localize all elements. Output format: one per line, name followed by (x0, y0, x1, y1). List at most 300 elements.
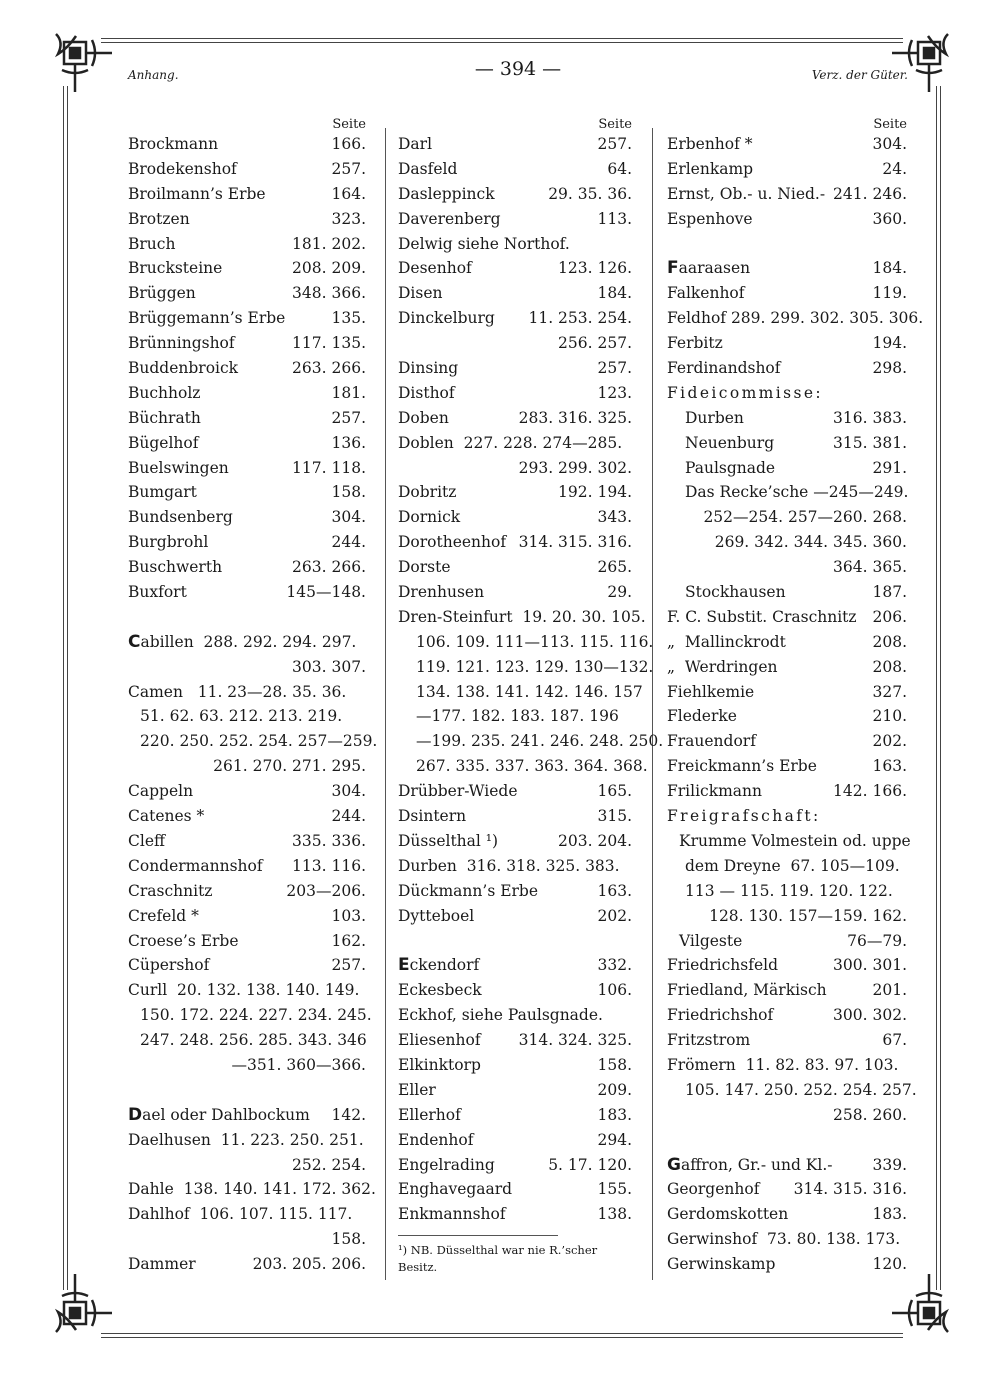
entry-name (398, 605, 646, 630)
entry-name (128, 904, 199, 929)
index-entry (128, 182, 372, 207)
entry-text: Brünningshof (128, 334, 235, 353)
entry-text: —177. 182. 183. 187. 196 (416, 707, 619, 726)
index-entry (398, 480, 638, 505)
index-entry (667, 182, 913, 207)
index-entry (398, 331, 638, 356)
page-refs: 117. 118. (292, 458, 366, 477)
entry-name (140, 1028, 367, 1053)
entry-name (667, 256, 750, 281)
entry-name (128, 381, 200, 406)
footnote-line: ¹) NB. Düsselthal war nie R.’scher (398, 1243, 598, 1258)
page-refs: 257. (331, 956, 366, 975)
entry-text: Camen 11. 23—28. 35. 36. (128, 682, 347, 701)
page-refs: 241. 246. (833, 184, 907, 203)
index-entry (398, 953, 638, 978)
page-refs: 203. 204. (558, 831, 632, 850)
entry-name (667, 1053, 898, 1078)
entry-text: Stockhausen (685, 583, 786, 602)
entry-text: „ Mallinckrodt (667, 632, 786, 651)
entry-text: 150. 172. 224. 227. 234. 245. (140, 1006, 372, 1025)
entry-text: Freickmann’s Erbe (667, 757, 817, 776)
entry-text: Desenhof (398, 259, 472, 278)
entry-text: affron, Gr.- und Kl.- (680, 1155, 833, 1174)
page-refs: 210. (872, 707, 907, 726)
entry-name (667, 157, 753, 182)
index-entry (667, 829, 913, 854)
entry-name (128, 480, 197, 505)
entry-text: Dammer (128, 1255, 196, 1274)
entry-name (667, 804, 821, 829)
page-refs: 263. 266. (292, 359, 366, 378)
index-entry (128, 1227, 372, 1252)
entry-name (128, 1202, 352, 1227)
index-entry (398, 978, 638, 1003)
index-entry (667, 1177, 913, 1202)
index-entry (128, 431, 372, 456)
page-refs: 252—254. 257—260. 268. (703, 508, 907, 527)
entry-text: Gerwinshof 73. 80. 138. 173. (667, 1230, 901, 1249)
entry-text: Disthof (398, 383, 455, 402)
entry-name (416, 680, 643, 705)
index-entry (128, 555, 372, 580)
entry-text: Brodekenshof (128, 159, 237, 178)
entry-name (667, 207, 753, 232)
index-entry (667, 904, 913, 929)
entry-name (685, 480, 908, 505)
entry-name (398, 480, 456, 505)
entry-name (398, 1103, 461, 1128)
page-refs: 117. 135. (292, 334, 366, 353)
entry-name (685, 1078, 917, 1103)
entry-name (398, 232, 570, 257)
section-initial: C (128, 631, 141, 652)
page-refs: 202. (597, 906, 632, 925)
index-entry (667, 729, 913, 754)
index-entry (128, 132, 372, 157)
entry-name (667, 779, 762, 804)
entry-text: F. C. Substit. Craschnitz (667, 607, 857, 626)
page-refs: 291. (872, 458, 907, 477)
index-entry (128, 904, 372, 929)
page-refs: 257. (597, 359, 632, 378)
index-entry (128, 306, 372, 331)
entry-name (667, 953, 778, 978)
page-refs: 181. 202. (292, 234, 366, 253)
index-entry (398, 505, 638, 530)
entry-text: Gerwinskamp (667, 1255, 776, 1274)
page-refs: 103. (331, 906, 366, 925)
entry-name (398, 530, 506, 555)
index-entry (398, 580, 638, 605)
spacer (667, 1128, 913, 1153)
page-refs: 257. (597, 135, 632, 153)
entry-text: Dren-Steinfurt 19. 20. 30. 105. (398, 607, 646, 626)
seite-label: Seite (873, 117, 907, 132)
entry-name (667, 1252, 775, 1277)
entry-text: 106. 109. 111—113. 115. 116. (416, 632, 654, 651)
index-entry (128, 331, 372, 356)
index-entry (128, 754, 372, 779)
index-entry (128, 1103, 372, 1128)
entry-name (398, 132, 432, 157)
entry-name (128, 157, 237, 182)
page-refs: 208. 209. (292, 259, 366, 278)
entry-text: ael oder Dahlbockum (142, 1105, 310, 1124)
index-entry (398, 232, 638, 257)
entry-name (128, 854, 263, 879)
index-entry (128, 929, 372, 954)
entry-name (140, 1003, 372, 1028)
footnote (398, 1235, 598, 1276)
index-entry (398, 729, 664, 754)
entry-text: Brockmann (128, 135, 219, 153)
index-entry (398, 1153, 638, 1178)
page-refs: 184. (597, 284, 632, 303)
entry-name (667, 182, 825, 207)
index-entry (128, 1128, 372, 1153)
index-entry (667, 879, 913, 904)
entry-text: Delwig siehe Northof. (398, 234, 570, 253)
page-refs: 209. (597, 1080, 632, 1099)
index-entry (667, 505, 913, 530)
index-entry (398, 680, 643, 705)
entry-name (398, 879, 538, 904)
index-entry (128, 779, 372, 804)
index-entry (398, 456, 638, 481)
entry-text: aaraasen (678, 259, 751, 278)
page-refs: 364. 365. (833, 558, 907, 577)
index-entry (667, 854, 913, 879)
entry-name (128, 356, 238, 381)
seite-label: Seite (598, 117, 632, 132)
entry-text: Friedland, Märkisch (667, 981, 827, 1000)
entry-name (128, 331, 235, 356)
page-refs: 332. (597, 956, 632, 975)
index-entry (398, 1078, 638, 1103)
index-entry (398, 356, 638, 381)
entry-name (398, 256, 472, 281)
entry-text: Falkenhof (667, 284, 745, 303)
entry-name (128, 555, 222, 580)
index-entry (667, 754, 913, 779)
entry-name (398, 207, 501, 232)
index-entry (667, 929, 913, 954)
entry-name (398, 1153, 495, 1178)
index-entry (667, 431, 913, 456)
entry-name (667, 281, 745, 306)
entry-name (667, 630, 786, 655)
index-entry (667, 605, 913, 630)
page-refs: 258. 260. (833, 1105, 907, 1124)
entry-name (398, 157, 457, 182)
entry-text: Eller (398, 1080, 436, 1099)
column-divider (385, 128, 386, 1280)
index-entry (398, 605, 646, 630)
entry-text: Curll 20. 132. 138. 140. 149. (128, 981, 360, 1000)
entry-text: Dsintern (398, 807, 467, 826)
entry-name (667, 1177, 759, 1202)
entry-name (128, 207, 190, 232)
entry-text: Dornick (398, 508, 461, 527)
entry-text: Brotzen (128, 209, 190, 228)
entry-text: 119. 121. 123. 129. 130—132. (416, 657, 654, 676)
index-entry (398, 804, 638, 829)
entry-text: Bumgart (128, 483, 197, 502)
page-refs: 155. (597, 1180, 632, 1199)
page-refs: 113. (597, 209, 632, 228)
entry-name (398, 1078, 436, 1103)
entry-text: Doblen 227. 228. 274—285. (398, 433, 623, 452)
index-entry (667, 281, 913, 306)
page-refs: 184. (872, 259, 907, 278)
spacer (128, 1078, 372, 1103)
index-entry (667, 306, 924, 331)
entry-text: Ferdinandshof (667, 359, 781, 378)
page-refs: 206. (872, 607, 907, 626)
entry-name (398, 1128, 473, 1153)
entry-text: Daverenberg (398, 209, 501, 228)
page-refs: 208. (872, 632, 907, 651)
page-refs: 106. (597, 981, 632, 1000)
page-refs: 348. 366. (292, 284, 366, 303)
index-entry (667, 1153, 913, 1178)
entry-name (667, 1227, 900, 1252)
entry-text: Doben (398, 408, 449, 427)
entry-text: Krumme Volmestein od. uppe (679, 831, 911, 850)
index-entry (667, 1003, 913, 1028)
index-entry (128, 207, 372, 232)
page-refs: 327. (872, 682, 907, 701)
entry-text: Durben (685, 408, 744, 427)
header-index-label: Verz. der Güter. (811, 68, 908, 82)
entry-text: Frauendorf (667, 732, 756, 751)
index-entry (128, 356, 372, 381)
entry-name (667, 605, 857, 630)
entry-name (667, 356, 781, 381)
entry-name (667, 1153, 833, 1178)
footnote-line: Besitz. (398, 1260, 438, 1275)
entry-name (128, 530, 208, 555)
entry-name (667, 754, 817, 779)
entry-text: Paulsgnade (685, 458, 776, 477)
page-refs: 163. (872, 757, 907, 776)
page-header (128, 58, 908, 90)
page-refs: 142. (331, 1105, 366, 1124)
entry-name (128, 580, 187, 605)
page-refs: 113. 116. (292, 856, 366, 875)
column-divider (652, 128, 653, 1280)
page-refs: 315. 381. (833, 433, 907, 452)
entry-text: Ernst, Ob.- u. Nied.- (667, 184, 826, 203)
entry-name (128, 779, 193, 804)
index-entry (128, 281, 372, 306)
entry-name (128, 456, 229, 481)
entry-text: Cleff (128, 831, 166, 850)
entry-text: Dinsing (398, 359, 459, 378)
page-refs: 165. (597, 782, 632, 801)
entry-name (128, 630, 356, 655)
section-initial: G (667, 1154, 681, 1175)
page-refs: 136. (331, 433, 366, 452)
ornament-bottom-right-icon (890, 1268, 952, 1336)
index-entry (398, 182, 638, 207)
entry-text: Bundsenberg (128, 508, 233, 527)
entry-text: Fideicommisse: (667, 383, 824, 402)
entry-name (128, 406, 201, 431)
index-entry (128, 1153, 372, 1178)
page-refs: 158. (331, 483, 366, 502)
entry-name (679, 929, 742, 954)
seite-label: Seite (332, 117, 366, 132)
index-entry (128, 804, 372, 829)
entry-text: Darl (398, 135, 433, 153)
index-entry (667, 655, 913, 680)
index-entry (128, 829, 372, 854)
entry-name (398, 1003, 603, 1028)
page-refs: 145—148. (286, 583, 366, 602)
index-entry (128, 1003, 372, 1028)
page-refs: 304. (331, 508, 366, 527)
entry-name (128, 431, 198, 456)
page-refs: 265. (597, 558, 632, 577)
entry-text: Gerdomskotten (667, 1205, 789, 1224)
page-refs: 192. 194. (558, 483, 632, 502)
entry-text: 267. 335. 337. 363. 364. 368. (416, 757, 648, 776)
page-refs: 142. 166. (833, 782, 907, 801)
entry-text: Ellerhof (398, 1105, 461, 1124)
index-entry (667, 456, 913, 481)
index-entry (398, 829, 638, 854)
page-refs: 256. 257. (558, 334, 632, 353)
entry-text: Endenhof (398, 1130, 474, 1149)
page-refs: 187. (872, 583, 907, 602)
index-entry (398, 1128, 638, 1153)
entry-text: Daelhusen 11. 223. 250. 251. (128, 1130, 364, 1149)
entry-name (128, 953, 209, 978)
entry-text: Dinckelburg (398, 309, 495, 328)
index-entry (398, 406, 638, 431)
index-entry (128, 953, 372, 978)
index-entry (128, 854, 372, 879)
entry-name (398, 978, 482, 1003)
page-refs: 128. 130. 157—159. 162. (709, 906, 907, 925)
page-refs: 360. (872, 209, 907, 228)
entry-text: Vilgeste (679, 931, 743, 950)
entry-name (140, 729, 377, 754)
entry-name (667, 306, 923, 331)
page-refs: 304. (872, 135, 907, 153)
index-entry (398, 281, 638, 306)
entry-text: Drübber-Wiede (398, 782, 518, 801)
index-entry (398, 704, 638, 729)
page-refs: 335. 336. (292, 831, 366, 850)
section-initial: F (667, 258, 679, 279)
entry-text: Condermannshof (128, 856, 263, 875)
page-refs: 158. (331, 1230, 366, 1249)
entry-name (398, 182, 495, 207)
entry-name (128, 256, 222, 281)
page-refs: 183. (597, 1105, 632, 1124)
page-refs: 123. 126. (558, 259, 632, 278)
page-refs: 316. 383. (833, 408, 907, 427)
page-refs: 76—79. (847, 931, 907, 950)
index-entry (398, 306, 638, 331)
index-entry (667, 406, 913, 431)
ornament-top-left-icon (52, 30, 114, 98)
page-refs: 183. (872, 1205, 907, 1224)
entry-text: Buddenbroick (128, 359, 239, 378)
entry-name (398, 1028, 481, 1053)
entry-name (667, 331, 723, 356)
index-entry (398, 879, 638, 904)
entry-name (128, 1252, 196, 1277)
page-refs: 24. (882, 159, 907, 178)
entry-text: Buelswingen (128, 458, 229, 477)
entry-text: Dahle 138. 140. 141. 172. 362. (128, 1180, 376, 1199)
entry-name (128, 182, 266, 207)
entry-text: Eckesbeck (398, 981, 482, 1000)
index-entry (398, 381, 638, 406)
ornament-bottom-left-icon (52, 1268, 114, 1336)
index-entry (667, 256, 913, 281)
index-entry (128, 978, 372, 1003)
entry-name (128, 829, 165, 854)
index-entry (398, 530, 638, 555)
page-refs: 283. 316. 325. (518, 408, 632, 427)
index-entry (128, 680, 372, 705)
index-entry (398, 754, 648, 779)
entry-name (398, 829, 498, 854)
index-entry (667, 704, 913, 729)
page-refs: 294. (597, 1130, 632, 1149)
index-entry (667, 1053, 913, 1078)
entry-name (398, 555, 451, 580)
entry-text: Fiehlkemie (667, 682, 755, 701)
page-refs: 269. 342. 344. 345. 360. (714, 533, 907, 552)
page-refs: 64. (607, 159, 632, 178)
entry-name (685, 456, 775, 481)
page-refs: 314. 324. 325. (518, 1031, 632, 1050)
entry-name (685, 879, 893, 904)
index-entry (398, 431, 638, 456)
header-section-label: Anhang. (128, 68, 179, 82)
entry-text: Espenhove (667, 209, 753, 228)
entry-name (679, 829, 911, 854)
entry-name (667, 655, 777, 680)
page-refs: 162. (331, 931, 366, 950)
entry-text: 113 — 115. 119. 120. 122. (685, 881, 893, 900)
entry-text: Freigrafschaft: (667, 807, 821, 826)
entry-text: abillen 288. 292. 294. 297. (140, 632, 357, 651)
page-refs: 298. (872, 359, 907, 378)
page-refs: 293. 299. 302. (518, 458, 632, 477)
entry-text: Bruch (128, 234, 176, 253)
entry-text: 220. 250. 252. 254. 257—259. (140, 732, 378, 751)
index-entry (667, 555, 913, 580)
index-entry (667, 779, 913, 804)
page-refs: 244. (331, 807, 366, 826)
entry-text: 51. 62. 63. 212. 213. 219. (140, 707, 343, 726)
index-entry (128, 406, 372, 431)
index-entry (398, 1053, 638, 1078)
index-entry (398, 132, 638, 157)
entry-text: Dahlhof 106. 107. 115. 117. (128, 1205, 353, 1224)
index-entry (128, 480, 372, 505)
entry-text: Buchholz (128, 383, 201, 402)
index-entry (667, 953, 913, 978)
entry-name (398, 1202, 506, 1227)
